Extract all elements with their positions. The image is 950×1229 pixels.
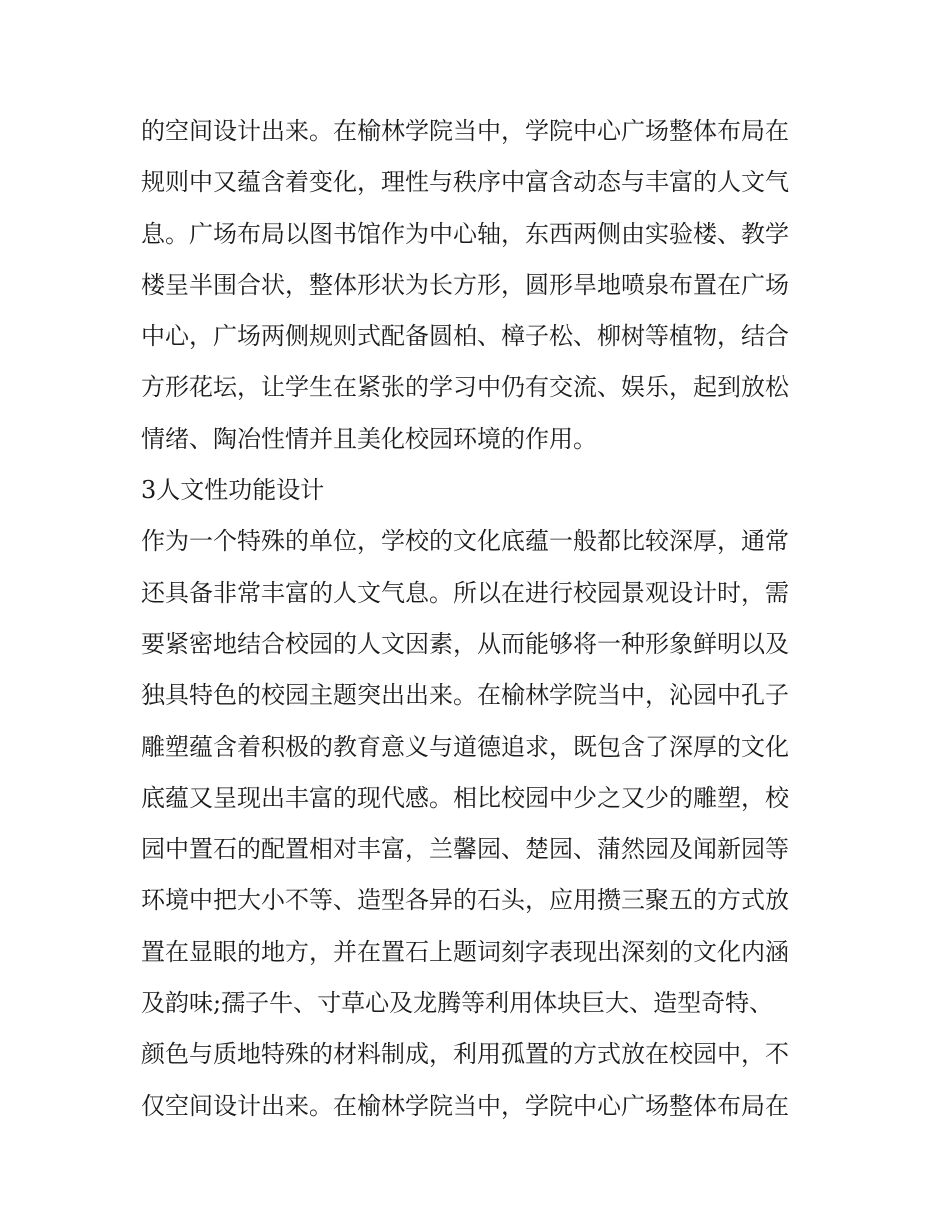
text-line-15: 园中置石的配置相对丰富，兰馨园、楚园、蒲然园及闻新园等 xyxy=(141,835,789,864)
text-line-12: 独具特色的校园主题突出出来。在榆林学院当中，沁园中孔子 xyxy=(141,681,789,710)
text-line-13: 雕塑蕴含着积极的教育意义与道德追求，既包含了深厚的文化 xyxy=(141,732,789,761)
text-line-20: 仅空间设计出来。在榆林学院当中，学院中心广场整体布局在 xyxy=(141,1091,789,1120)
section-heading: 3人文性功能设计 xyxy=(141,476,325,505)
text-line-17: 置在显眼的地方，并在置石上题词刻字表现出深刻的文化内涵 xyxy=(141,937,789,966)
text-line-10: 还具备非常丰富的人文气息。所以在进行校园景观设计时，需 xyxy=(141,578,789,607)
text-line-7: 情绪、陶冶性情并且美化校园环境的作用。 xyxy=(141,424,597,453)
text-line-18: 及韵味;孺子牛、寸草心及龙腾等利用体块巨大、造型奇特、 xyxy=(141,989,774,1018)
text-line-3: 息。广场布局以图书馆作为中心轴，东西两侧由实验楼、教学 xyxy=(141,219,789,248)
text-line-16: 环境中把大小不等、造型各异的石头，应用攒三聚五的方式放 xyxy=(141,886,789,915)
text-line-6: 方形花坛，让学生在紧张的学习中仍有交流、娱乐，起到放松 xyxy=(141,373,789,402)
text-line-9: 作为一个特殊的单位，学校的文化底蕴一般都比较深厚，通常 xyxy=(141,527,789,556)
text-line-2: 规则中又蕴含着变化，理性与秩序中富含动态与丰富的人文气 xyxy=(141,168,789,197)
text-line-19: 颜色与质地特殊的材料制成，利用孤置的方式放在校园中，不 xyxy=(141,1040,789,1069)
text-line-5: 中心，广场两侧规则式配备圆柏、樟子松、柳树等植物，结合 xyxy=(141,322,789,351)
text-line-1: 的空间设计出来。在榆林学院当中，学院中心广场整体布局在 xyxy=(141,117,789,145)
body-text xyxy=(141,106,821,1132)
text-line-14: 底蕴又呈现出丰富的现代感。相比校园中少之又少的雕塑，校 xyxy=(141,783,789,812)
text-line-11: 要紧密地结合校园的人文因素，从而能够将一种形象鲜明以及 xyxy=(141,629,789,658)
text-line-4: 楼呈半围合状，整体形状为长方形，圆形旱地喷泉布置在广场 xyxy=(141,270,789,299)
